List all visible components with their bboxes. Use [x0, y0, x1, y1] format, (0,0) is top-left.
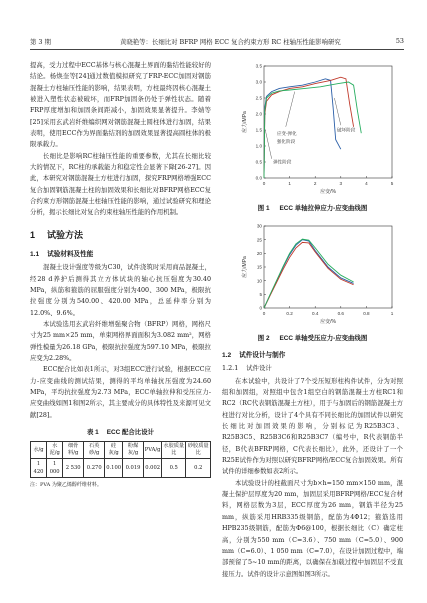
paragraph: 提高，受力过程中ECC基体与核心混凝土界面的黏结性能较好的结论。杨焕奎等[24]通过数值模拟研究了FRP-ECC加固对钢筋混凝土方柱轴压性能的影响，结果表明，方柱最终因核心混凝土被进入塑性状态被破坏，而FRP加固条仍处于弹性状态。随着FRP厚度增加和加固条间距减小，加固效果显著提升。李婧等[25]采用玄武岩纤维编织网对钢筋混凝土圆柱体进行加固，结果表明，使用ECC作为界面黏结剂的加固效果显著提高圆柱体的极限承载力。: [30, 62, 211, 149]
table-header-cell: 石英砂/g: [83, 442, 105, 458]
paragraph: 本试验设计的柱截面尺寸为b×h=150 mm×150 mm，混凝土保护层厚度为20 mm，加固层采用BFRP网格/ECC复合材料，网格层数为3层，ECC厚度为26 mm，钢筋半径为25 mm，纵筋采用HRB335级钢筋，配筋为4Φ12；箍筋选用HPB235级钢筋，配筋为Φ6@100，根据长细比（C）确定柱高，分别为550 mm（C=3.6）、750 mm（C=5.0）、900 mm（C=6.0）、1 050 mm（C=7.0），在设计加固过程中，端部预留了5~10 mm的距离，以确保在加载过程中加固层不受直接压力。试件的设计示意图如图3所示。: [222, 479, 403, 578]
table-cell: 0.2: [186, 458, 211, 477]
y-tick-label: 30: [256, 223, 262, 229]
figure-2: [222, 220, 403, 344]
table-cell: 1 000: [46, 458, 62, 477]
figure-title: ECC 单轴拉伸应力-应变曲线图: [279, 205, 368, 212]
x-tick-label: 0: [262, 181, 266, 186]
annotation-failure-stage: 破坏阶段: [336, 127, 356, 133]
y-tick-label: 0.0: [255, 175, 262, 181]
header-divider: [30, 49, 404, 50]
running-header: [30, 37, 404, 49]
figure-1: [222, 60, 403, 214]
table-header-cell: 砂胶质量比: [186, 442, 211, 458]
y-tick-label: 1.0: [255, 143, 262, 149]
y-tick-label: 5: [259, 291, 262, 297]
left-column: [30, 60, 211, 489]
table-header-cell: 粉煤灰/g: [122, 442, 144, 458]
x-tick-label: 0.2: [286, 311, 293, 316]
annotation-arrow: [286, 92, 295, 127]
paragraph: 混凝土设计强度等级为C30，试件浇筑时采用商品混凝土，经28 d养护后测得其立方体试块的轴心抗压强度为30.40 MPa，纵筋和箍筋的屈服强度分别为400、300 MPa，极限抗拉强度分别为540.00、420.00 MPa，总延伸率分别为12.0%、9.6%。: [30, 264, 211, 317]
annotation-arrow: [265, 130, 271, 159]
y-tick-label: 20: [256, 250, 262, 256]
y-tick-label: 0.5: [255, 159, 262, 165]
y-tick-label: 2.0: [255, 111, 262, 117]
figure-caption: [222, 334, 403, 344]
tensile-stress-strain-chart: [222, 60, 403, 200]
section-number: 1: [30, 229, 36, 240]
subsection-heading: [222, 350, 403, 361]
subsubsection-title: 试件设计: [246, 364, 272, 373]
paragraph: 本试验选用玄武岩纤维增强聚合物（BFRP）网格，网格尺寸为25 mm×25 mm，单束网格界面面积为3.082 mm²，网格弹性模量为26.18 GPa，极限抗拉强度为597.10 MPa，极限拉应变为2.28%。: [30, 320, 211, 362]
table-header-cell: 水胶质量比: [162, 442, 186, 458]
x-axis-label: 应变/%: [320, 189, 336, 195]
table-number: 表 1: [87, 428, 99, 436]
page-number: 53: [395, 37, 404, 45]
right-column: [222, 60, 403, 580]
annotation-arrow: [334, 98, 340, 125]
figure-number: 图 2: [257, 335, 270, 342]
x-tick-label: 0: [262, 311, 266, 316]
x-tick-label: 1: [390, 311, 394, 316]
x-tick-label: 4: [365, 181, 368, 186]
x-tick-label: 3: [339, 181, 343, 186]
y-tick-label: 10: [256, 278, 262, 284]
running-title: 黄晓艳等：长细比对 BFRP 网格 ECC 复合约束方形 RC 柱轴压性能影响研究: [120, 38, 341, 46]
y-axis-label: 应力/MPa: [242, 256, 248, 278]
paragraph: ECC配合比如表1所示，对3组ECC进行试验，根据ECC应力-应变曲线的测试结果，测得的平均单轴抗压强度为24.60 MPa，平均抗拉强度为2.73 MPa，ECC单轴拉伸和受压应力-应变曲线如图1和图2所示，其主要成分的具体特性及来源可见文献[28]。: [30, 366, 211, 419]
table-cell: 1 420: [31, 458, 47, 477]
subsection-title: 试验材料及性能: [47, 250, 94, 258]
table-header-cell: PVA/g: [144, 442, 162, 458]
annotation-strain-hardening: 应变-弹化: [276, 130, 297, 136]
table-row: [31, 458, 211, 477]
figure-title: ECC 单轴受压应力-应变曲线图: [279, 335, 368, 342]
subsection-title: 试件设计与制作: [239, 352, 286, 359]
series-line: [264, 239, 354, 308]
section-title: 试验方法: [47, 229, 84, 240]
y-tick-label: 15: [256, 264, 262, 270]
x-tick-label: 0.8: [363, 311, 370, 316]
table-note: 注：PVA 为聚乙烯醇纤维材料。: [30, 481, 102, 488]
y-tick-label: 1.5: [255, 127, 262, 133]
table-cell: 0.019: [122, 458, 144, 477]
mix-design-table: [30, 441, 211, 477]
subsubsection-number: 1.2.1: [222, 364, 239, 373]
section-heading: [30, 229, 211, 241]
table-cell: 2 530: [63, 458, 84, 477]
figure-caption: [222, 204, 403, 214]
x-tick-label: 1: [288, 181, 291, 186]
annotation-elastic-stage: 弹性阶段: [272, 159, 292, 165]
y-axis-label: 应力/MPa: [242, 111, 248, 133]
annotation-hardening-stage: 强化阶段: [276, 138, 296, 144]
x-tick-label: 0.4: [312, 311, 319, 316]
y-tick-label: 3.5: [255, 63, 262, 69]
issue-number: 第 3 期: [30, 38, 51, 46]
figure-number: 图 1: [257, 205, 270, 212]
y-tick-label: 0: [259, 305, 262, 311]
series-line: [264, 240, 354, 308]
table-cell: 0.5: [162, 458, 186, 477]
x-tick-label: 0.6: [337, 311, 344, 316]
x-tick-label: 5: [390, 181, 394, 186]
table-cell: 0.100: [105, 458, 122, 477]
table-cell: 0.270: [83, 458, 105, 477]
table-cell: 0.002: [144, 458, 162, 477]
x-tick-label: 2: [313, 181, 317, 186]
compressive-stress-strain-chart: [222, 220, 403, 330]
table-header-cell: 硅灰/g: [105, 442, 122, 458]
y-tick-label: 2.5: [255, 95, 262, 101]
table-header-cell: 细骨料/g: [63, 442, 84, 458]
subsection-heading: [30, 249, 211, 260]
table-header-cell: 水泥/g: [46, 442, 62, 458]
x-axis-label: 应变/%: [320, 319, 336, 325]
subsubsection-heading: [222, 363, 403, 374]
table-caption: [30, 427, 211, 438]
table-header-cell: 水/g: [31, 442, 47, 458]
paragraph: 长细比是影响RC柱轴压性能的重要参数，尤其在长细比较大的情况下，RC柱的承载能力和稳定性会显著下降[26-27]。因此，本研究对钢筋混凝土方柱进行加固，探究FRP网格增强ECC复合加固钢筋混凝土柱的加固效果和长细比对BFRP网格ECC复合约束方形钢筋混凝土柱轴压性能的影响，通过试验研究和理论分析，揭示长细比对复合约束柱轴压性能的作用机制。: [30, 152, 211, 217]
y-tick-label: 25: [256, 237, 262, 243]
subsection-number: 1.1: [30, 250, 40, 258]
y-tick-label: 3.0: [255, 79, 262, 85]
paragraph: 在本试验中，共设计了7个受压短形柱构件试件，分为对照组和加固组，对照组中包含1组空白的钢筋混凝土方柱RC1和RC2（RC代表钢筋混凝土方柱），用于与加固后的钢筋混凝土方柱进行对比分析，设计了4个具有不同长细比的加固试件以研究长细比对加固效果的影响，分别标记为R25B3C3、R25B3C5、R25B3C6和R25B3C7（编号中，R代表钢筋半径，B代表BFRP网格，C代表长细比），此外，还设计了一个R25E试件作为对照以研究BFRP网格/ECC复合加固效果。所有试件的详细参数如表2所示。: [222, 377, 403, 476]
subsection-number: 1.2: [222, 352, 232, 359]
table-title: ECC 配合比设计: [106, 428, 154, 436]
